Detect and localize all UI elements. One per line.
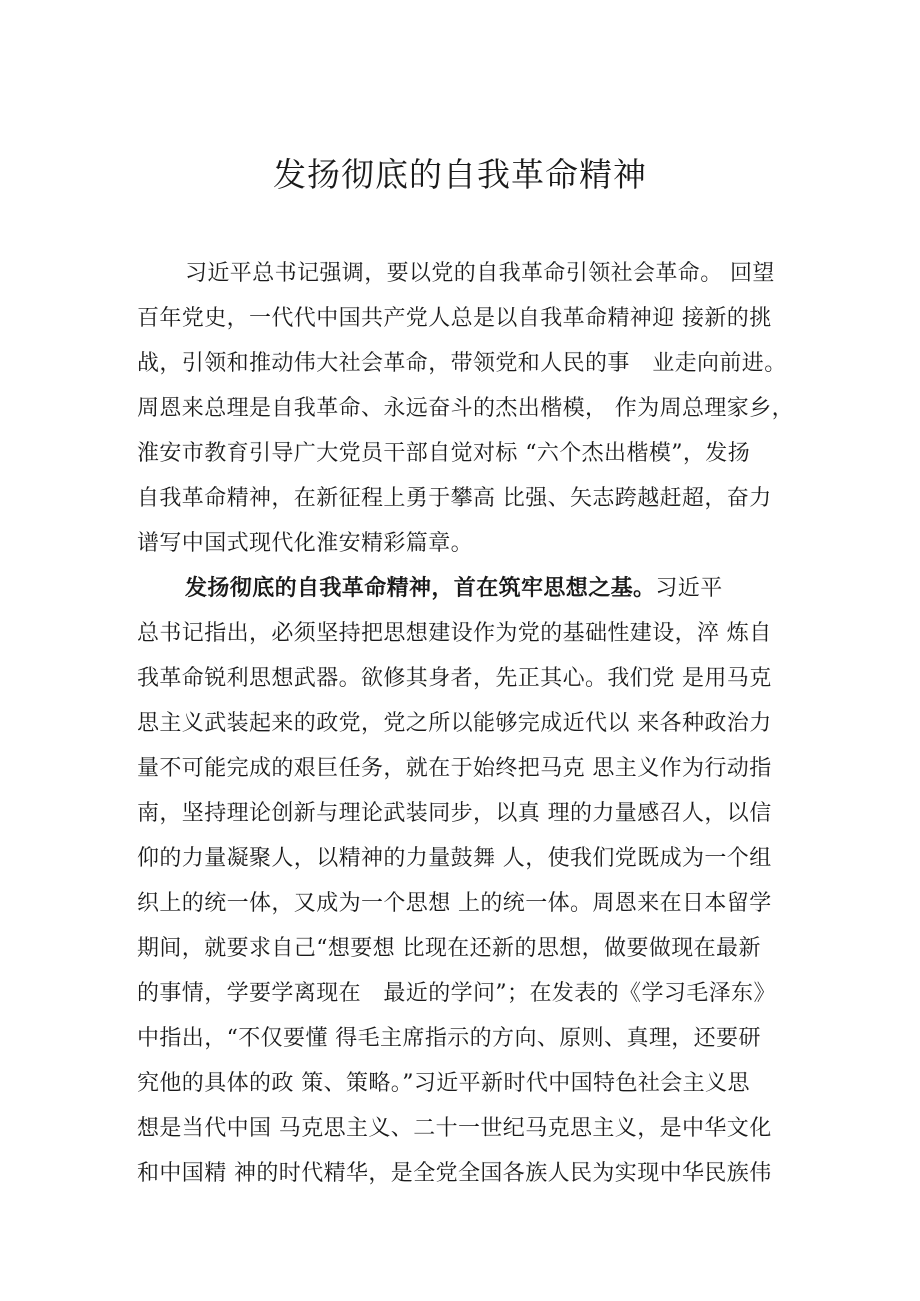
paragraph-2 <box>137 566 797 1196</box>
document-body <box>137 251 797 1196</box>
text-line: 战，引领和推动伟大社会革命，带领党和人民的事 业走向前进。 <box>137 351 787 376</box>
text-line: 量不可能完成的艰巨任务，就在于始终把马克 思主义作为行动指 <box>137 756 772 781</box>
text-line: 织上的统一体，又成为一个思想 上的统一体。周恩来在日本留学 <box>137 891 772 916</box>
text-line: 总书记指出，必须坚持把思想建设作为党的基础性建设，淬 炼自 <box>137 621 772 646</box>
paragraph-lead-sentence: 发扬彻底的自我革命精神，首在筑牢思想之基。 <box>185 575 656 601</box>
text-line: 自我革命精神，在新征程上勇于攀高 比强、矢志跨越赶超，奋力 <box>137 486 772 511</box>
text-line: 想是当代中国 马克思主义、二十一世纪马克思主义，是中华文化 <box>137 1116 772 1141</box>
text-line: 淮安市教育引导广大党员干部自觉对标 “六个杰出楷模”，发扬 <box>137 441 751 466</box>
text-line: 百年党史，一代代中国共产党人总是以自我革命精神迎 接新的挑 <box>137 306 772 331</box>
text-line: 谱写中国式现代化淮安精彩篇章。 <box>137 531 474 556</box>
paragraph-1 <box>137 251 797 566</box>
text-line: 究他的具体的政 策、策略。”习近平新时代中国特色社会主义思 <box>137 1071 750 1096</box>
text-line: 仰的力量凝聚人，以精神的力量鼓舞 人，使我们党既成为一个组 <box>137 846 772 871</box>
text-line: 我革命锐利思想武器。欲修其身者，先正其心。我们党 是用马克 <box>137 666 772 691</box>
text-line: 中指出，“不仅要懂 得毛主席指示的方向、原则、真理，还要研 <box>137 1026 761 1051</box>
text-line: 的事情，学要学离现在 最近的学问”；在发表的《学习毛泽东》 <box>137 981 776 1006</box>
paragraph-continuation: 习近平 <box>655 576 723 601</box>
text-line <box>137 566 797 611</box>
text-line: 习近平总书记强调，要以党的自我革命引领社会革命。 回望 <box>185 261 775 286</box>
text-line: 思主义武装起来的政党，党之所以能够完成近代以 来各种政治力 <box>137 711 772 736</box>
text-line: 南，坚持理论创新与理论武装同步，以真 理的力量感召人，以信 <box>137 801 772 826</box>
text-line: 和中国精 神的时代精华，是全党全国各族人民为实现中华民族伟 <box>137 1161 772 1186</box>
page-title: 发扬彻底的自我革命精神 <box>273 155 647 194</box>
text-line: 期间，就要求自己“想要想 比现在还新的思想，做要做现在最新 <box>137 936 761 961</box>
text-line: 周恩来总理是自我革命、永远奋斗的杰出楷模， 作为周总理家乡， <box>137 396 794 421</box>
